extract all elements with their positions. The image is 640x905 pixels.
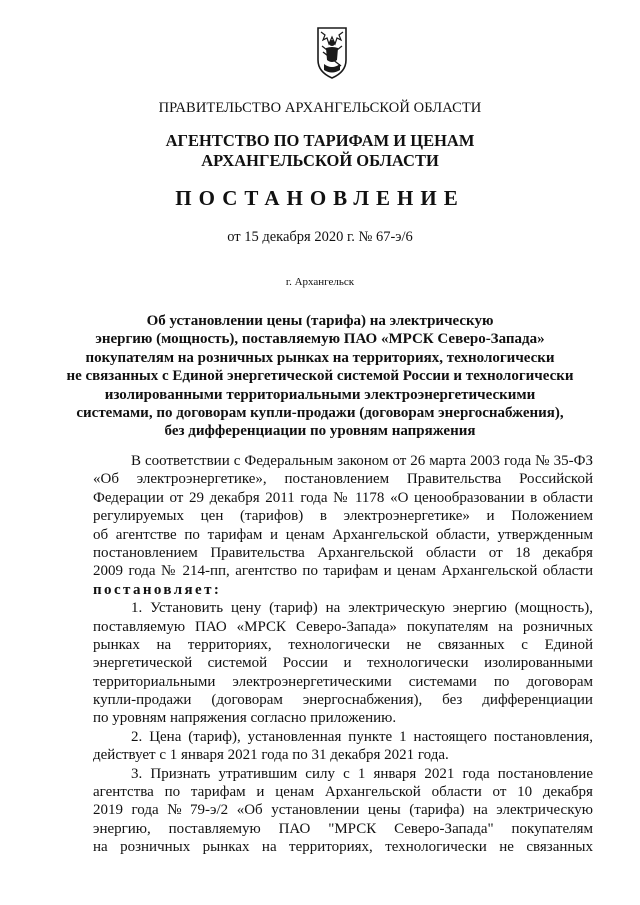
body-word: электрическую	[496, 802, 593, 819]
subject-line: системами, по договорам купли-продажи (договорам энергоснабжения),	[76, 405, 564, 422]
body-word: 1. Установить цену (тариф) на электрическую энергию (мощность),	[131, 600, 593, 617]
body-word: Архангельской	[324, 784, 421, 801]
body-line	[93, 489, 593, 507]
body-word: рынках	[202, 839, 250, 856]
body-word: рынках	[93, 636, 140, 653]
body-word: и	[256, 784, 265, 801]
body-word: России	[282, 655, 328, 672]
body-word: поставляемую ПАО «МРСК Северо-Запада» покупателям на розничных	[93, 618, 593, 635]
body-word: от	[492, 784, 507, 801]
body-word: года	[131, 802, 159, 819]
body-word: "МРСК	[328, 820, 377, 837]
body-line	[93, 820, 593, 838]
body-word: купли-продажи	[93, 692, 192, 709]
body-word: с	[521, 636, 528, 653]
body-word: энергию,	[93, 820, 151, 837]
body-word: территориях,	[289, 839, 373, 856]
body-word: ценам	[275, 784, 315, 801]
body-word: постановлением	[93, 544, 198, 561]
body-word: 2. Цена (тариф), установленная пункте 1 настоящего постановления,	[131, 728, 593, 745]
body-word: на	[473, 802, 488, 819]
body-word: по уровням напряжения согласно приложению.	[93, 710, 397, 727]
body-word: цен	[200, 508, 224, 525]
document-type-title: ПОСТАНОВЛЕНИЕ	[175, 186, 465, 210]
agency-title-line-1: АГЕНТСТВО ПО ТАРИФАМ И ЦЕНАМ	[165, 131, 475, 150]
agency-title	[0, 131, 640, 171]
body-word: дифференциации	[482, 692, 593, 709]
body-word: агентства	[93, 784, 154, 801]
subject-line: без дифференциации по уровням напряжения	[164, 423, 476, 440]
body-word: электроэнергетике»,	[136, 471, 267, 488]
body-word: без	[442, 692, 463, 709]
subject-line: Об установлении цены (тарифа) на электрическую	[146, 313, 494, 329]
subject-line: покупателям на розничных рынках на территориях, технологически	[85, 349, 555, 366]
subject-line: не связанных с Единой энергетической системой России и технологически	[66, 368, 574, 385]
body-word: территориальными	[93, 673, 216, 690]
body-line	[93, 746, 593, 764]
body-word: (договорам	[211, 692, 283, 709]
body-word: постановляет:	[93, 581, 222, 598]
body-word: об агентстве по тарифам и ценам Архангельской области, утвержденным	[93, 526, 593, 543]
body-line	[93, 673, 593, 691]
body-word: на	[156, 636, 172, 653]
body-line	[93, 709, 593, 727]
body-word: не	[406, 636, 422, 653]
body-word: Российской	[519, 471, 593, 488]
resolution-body	[93, 452, 593, 857]
body-word: 3. Признать утратившим силу с 1 января 2021 года постановление	[131, 765, 593, 782]
body-word: по	[493, 673, 510, 690]
document-date-number: от 15 декабря 2020 г. № 67-э/6	[227, 229, 413, 245]
body-word: установлении	[271, 802, 360, 819]
body-word: Архангельской	[317, 544, 414, 561]
body-word: Правительства	[406, 471, 502, 488]
body-word: №	[167, 802, 182, 819]
body-word: от	[488, 544, 503, 561]
body-word: розничных	[120, 839, 191, 856]
body-word: территориях,	[187, 636, 272, 653]
body-word: связанных	[526, 839, 593, 856]
body-word: «Об	[236, 802, 263, 819]
body-word: технологически	[385, 839, 487, 856]
body-word: электроэнергетическими	[232, 673, 392, 690]
body-word: действует с 1 января 2021 года по 31 декабря 2021 года.	[93, 747, 449, 764]
body-word: в	[319, 508, 327, 525]
body-word: области	[431, 784, 482, 801]
body-line	[93, 801, 593, 819]
body-word: системами	[408, 673, 477, 690]
body-line	[93, 618, 593, 636]
body-word: изолированными	[484, 655, 593, 672]
body-word: поставляемую	[168, 820, 261, 837]
body-word: по	[164, 784, 181, 801]
subject-line: энергию (мощность), поставляемую ПАО «МРСК Северо-Запада»	[95, 331, 545, 348]
body-word: Положением	[511, 508, 593, 525]
body-word: на	[261, 839, 277, 856]
body-word: регулируемых	[93, 508, 184, 525]
subject-line: изолированными территориальными электроэнергетическими	[104, 386, 536, 403]
body-word: покупателям	[511, 820, 593, 837]
body-word: связанных	[437, 636, 505, 653]
coat-of-arms-icon	[315, 26, 349, 80]
body-word: не	[499, 839, 514, 856]
body-word: 18	[515, 544, 531, 561]
body-line	[93, 581, 593, 599]
body-word: Правительства	[210, 544, 305, 561]
body-word: тарифам	[190, 784, 246, 801]
body-line	[93, 636, 593, 654]
body-word: ПАО	[278, 820, 311, 837]
body-word: декабря	[542, 544, 593, 561]
body-line	[93, 452, 593, 470]
body-word: энергетической	[93, 655, 193, 672]
body-word: «Об	[93, 471, 119, 488]
body-line	[93, 838, 593, 856]
body-word: В соответствии с Федеральным законом от 26 марта 2003 года № 35-ФЗ	[131, 453, 593, 469]
resolution-subject	[0, 312, 640, 441]
body-word: технологически	[288, 636, 390, 653]
body-line	[93, 728, 593, 746]
body-line	[93, 599, 593, 617]
document-city: г. Архангельск	[285, 276, 355, 288]
body-word: Федерации от 29 декабря 2011 года № 1178 «О ценообразовании в области	[93, 489, 593, 506]
body-word: декабря	[542, 784, 593, 801]
body-word: 10	[517, 784, 533, 801]
body-word: 2019	[93, 802, 123, 819]
body-line	[93, 654, 593, 672]
government-title: ПРАВИТЕЛЬСТВО АРХАНГЕЛЬСКОЙ ОБЛАСТИ	[158, 100, 482, 116]
body-word: энергоснабжения),	[302, 692, 423, 709]
agency-title-line-2: АРХАНГЕЛЬСКОЙ ОБЛАСТИ	[201, 151, 439, 170]
body-word: и	[343, 655, 352, 672]
body-word: на	[93, 839, 108, 856]
body-word: цены	[367, 802, 401, 819]
body-line	[93, 507, 593, 525]
body-word: и	[486, 508, 495, 525]
body-line	[93, 544, 593, 562]
body-word: технологически	[367, 655, 469, 672]
body-line	[93, 691, 593, 709]
body-line	[93, 562, 593, 580]
body-word: 2009 года № 214-пп, агентство по тарифам и ценам Архангельской области	[93, 563, 593, 580]
body-line	[93, 783, 593, 801]
body-word: Северо-Запада"	[394, 820, 494, 837]
body-word: постановлением	[284, 471, 390, 488]
body-line	[93, 765, 593, 783]
body-word: (тарифа)	[409, 802, 465, 819]
body-word: договорам	[526, 673, 593, 690]
body-line	[93, 470, 593, 488]
body-line	[93, 526, 593, 544]
body-word: системой	[207, 655, 268, 672]
body-word: Единой	[544, 636, 593, 653]
body-word: 79-э/2	[190, 802, 229, 819]
body-word: электроэнергетике»	[343, 508, 470, 525]
body-word: (тарифов)	[240, 508, 304, 525]
body-word: области	[425, 544, 477, 561]
